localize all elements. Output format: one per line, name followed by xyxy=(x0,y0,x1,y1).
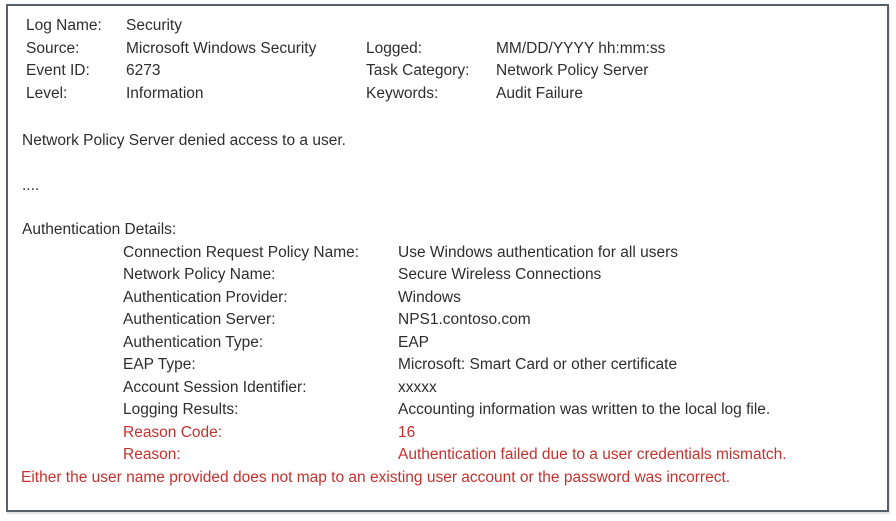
detail-label: Network Policy Name: xyxy=(123,266,276,283)
detail-label: EAP Type: xyxy=(123,356,196,373)
detail-value: Authentication failed due to a user credentials mismatch. xyxy=(398,446,787,463)
truncation-ellipsis: .... xyxy=(22,176,40,194)
field-value: Network Policy Server xyxy=(496,62,649,79)
detail-row-connection-request-policy xyxy=(123,242,877,265)
event-header-row-log-name xyxy=(22,15,877,38)
detail-row-authentication-provider xyxy=(123,287,877,310)
field-value: Audit Failure xyxy=(496,84,584,102)
field-label: Keywords: xyxy=(366,84,439,102)
event-header-row-level xyxy=(22,83,877,106)
detail-value: xxxxx xyxy=(398,378,437,396)
detail-label: Reason: xyxy=(123,446,181,463)
detail-value: Use Windows authentication for all users xyxy=(398,243,678,261)
detail-label: Authentication Provider: xyxy=(123,288,288,306)
detail-row-eap-type xyxy=(123,354,877,377)
field-label: Logged: xyxy=(366,39,423,57)
detail-value: 16 xyxy=(398,423,416,441)
detail-row-reason xyxy=(123,444,877,467)
detail-row-authentication-server xyxy=(123,309,877,332)
field-label: Log Name: xyxy=(26,17,102,34)
field-value: Information xyxy=(126,84,204,102)
field-label: Event ID: xyxy=(26,62,90,79)
field-value xyxy=(496,15,877,38)
detail-row-network-policy-name xyxy=(123,264,877,287)
field-label xyxy=(366,15,496,38)
field-value: MM/DD/YYYY hh:mm:ss xyxy=(496,39,666,57)
field-label: Task Category: xyxy=(366,62,470,79)
detail-label: Logging Results: xyxy=(123,401,239,418)
field-value: Microsoft Windows Security xyxy=(126,39,317,57)
field-label: Level: xyxy=(26,84,68,102)
reason-footnote: Either the user name provided does not map to an existing user account or the password was incorrect. xyxy=(21,468,731,486)
detail-row-reason-code xyxy=(123,422,877,445)
authentication-details-list xyxy=(22,242,877,467)
detail-value: EAP xyxy=(398,333,430,351)
event-header-row-event-id xyxy=(22,60,877,83)
detail-row-logging-results xyxy=(123,399,877,422)
authentication-details-heading: Authentication Details: xyxy=(22,221,177,238)
detail-row-account-session-identifier xyxy=(123,377,877,400)
detail-label: Authentication Type: xyxy=(123,333,264,351)
event-details-panel xyxy=(6,4,889,512)
detail-value: Secure Wireless Connections xyxy=(398,266,602,283)
field-label: Source: xyxy=(26,39,80,57)
detail-row-authentication-type xyxy=(123,332,877,355)
detail-value: Accounting information was written to the local log file. xyxy=(398,401,771,418)
detail-value: Windows xyxy=(398,288,461,306)
event-header xyxy=(22,15,877,105)
detail-label: Account Session Identifier: xyxy=(123,378,307,396)
event-header-row-source xyxy=(22,38,877,61)
field-value: Security xyxy=(126,17,182,34)
detail-value: NPS1.contoso.com xyxy=(398,311,531,328)
detail-value: Microsoft: Smart Card or other certificate xyxy=(398,356,678,373)
field-value: 6273 xyxy=(126,62,161,79)
detail-label: Authentication Server: xyxy=(123,311,276,328)
detail-label: Reason Code: xyxy=(123,423,223,441)
detail-label: Connection Request Policy Name: xyxy=(123,243,360,261)
event-description: Network Policy Server denied access to a user. xyxy=(22,132,346,149)
